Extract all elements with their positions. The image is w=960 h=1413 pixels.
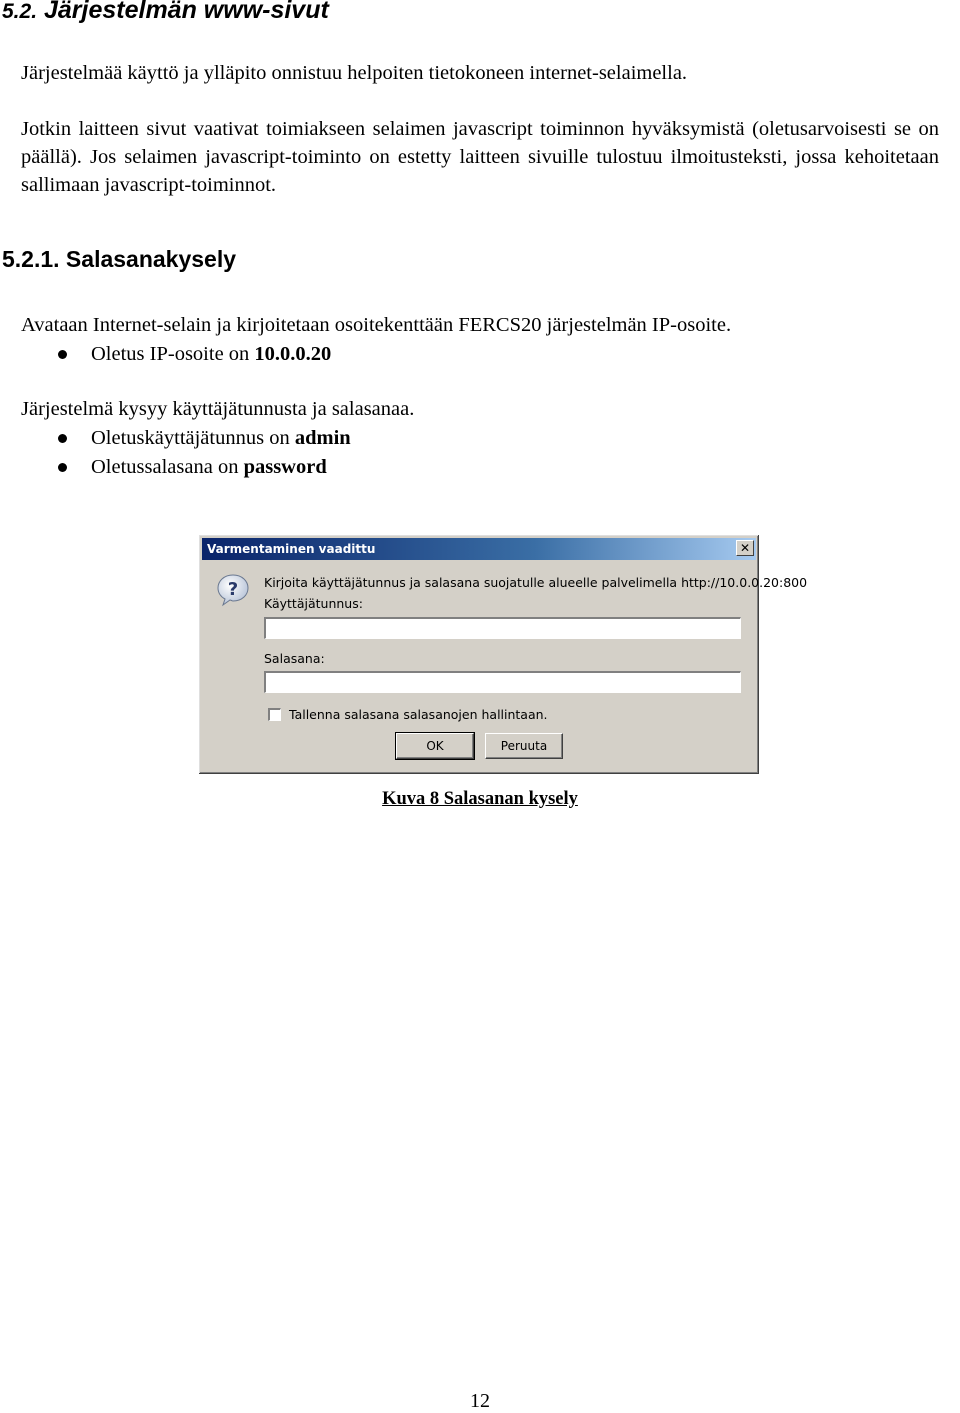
intro-paragraph: Järjestelmää käyttö ja ylläpito onnistuu helpoiten tietokoneen internet-selaimella. [21, 62, 688, 84]
bullet-dot [58, 350, 67, 359]
close-button[interactable] [736, 540, 754, 556]
dialog-message: Kirjoita käyttäjätunnus ja salasana suojatulle alueelle palvelimella http://10.0.0.20:800 [264, 575, 808, 590]
auth-dialog [198, 534, 808, 775]
section-title: Järjestelmän www-sivut [43, 0, 329, 24]
remember-password-label: Tallenna salasana salasanojen hallintaan. [289, 707, 548, 722]
credentials-paragraph: Järjestelmä kysyy käyttäjätunnusta ja salasanaa. [21, 398, 415, 420]
bullet-dot [58, 434, 67, 443]
ip-address-value: 10.0.0.20 [254, 343, 332, 365]
subsection-heading: 5.2.1. Salasanakysely [2, 246, 237, 272]
user-bullet-text [91, 424, 351, 452]
pass-bullet-text [91, 453, 327, 481]
cancel-button[interactable]: Peruuta [485, 733, 563, 759]
username-label: Käyttäjätunnus: [264, 596, 363, 611]
remember-password-checkbox[interactable] [268, 708, 281, 721]
question-icon [216, 573, 250, 607]
open-browser-paragraph: Avataan Internet-selain ja kirjoitetaan osoitekenttään FERCS20 järjestelmän IP-osoite. [21, 314, 732, 336]
figure-caption: Kuva 8 Salasanan kysely [382, 789, 578, 809]
section-number: 5.2. [2, 0, 38, 23]
password-input[interactable] [264, 671, 741, 693]
default-username-value: admin [294, 427, 351, 449]
page-number: 12 [470, 1390, 490, 1412]
javascript-paragraph: Jotkin laitteen sivut vaativat toimiakseen selaimen javascript toiminnon hyväksymistä (oletusarvoisesti se on päällä). Jos selaimen javascript-toiminto on estetty laitteen sivuille tulostuu ilmoitusteksti, jossa kehoitetaan sallimaan javascript-toiminnot. [21, 118, 939, 196]
svg-text:?: ? [227, 579, 239, 600]
pass-bullet-prefix: Oletussalasana on [91, 456, 244, 478]
ip-bullet-prefix: Oletus IP-osoite on [91, 343, 255, 365]
dialog-titlebar [202, 538, 756, 560]
bullet-dot [58, 463, 67, 472]
dialog-title: Varmentaminen vaadittu [207, 542, 376, 556]
ip-bullet-text [91, 340, 331, 368]
user-bullet-prefix: Oletuskäyttäjätunnus on [91, 427, 295, 449]
ok-button[interactable]: OK [396, 733, 474, 759]
default-password-value: password [243, 456, 327, 478]
username-input[interactable] [264, 617, 741, 639]
password-label: Salasana: [264, 651, 325, 666]
section-heading [2, 0, 329, 25]
close-icon: ✕ [739, 541, 751, 555]
